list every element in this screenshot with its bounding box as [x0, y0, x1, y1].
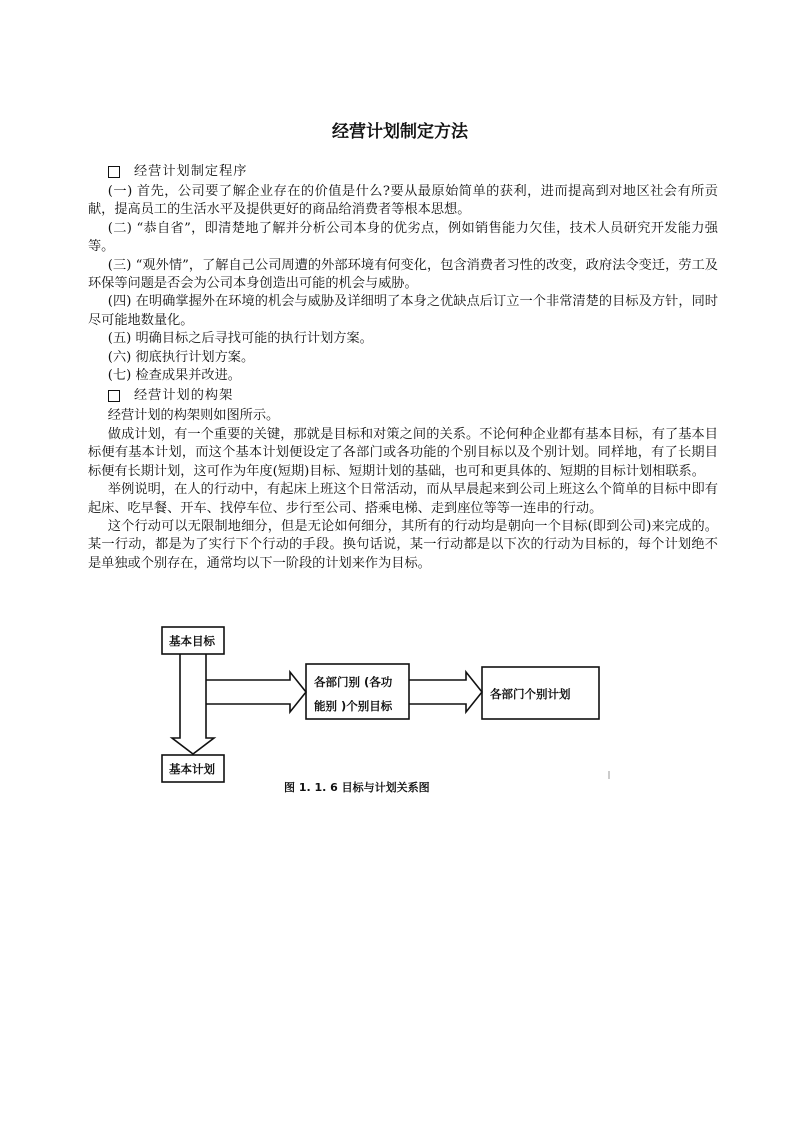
figure-caption: 图 1. 1. 6 目标与计划关系图 [284, 781, 430, 794]
list-item: (七) 检查成果并改进。 [107, 368, 241, 384]
basic-plan-box [162, 755, 224, 782]
dept-goal-box [306, 664, 409, 719]
paragraph: 这个行动可以无限制地细分，但是无论如何细分，其所有的行动均是朝向一个目标(即到公司)来完成的。某一行动，都是为了实行下个行动的手段。换句话说，某一行动都是以下次的行动为目标的，每个计划绝不是单独或个别存在，通常均以下一阶段的计划来作为目标。 [88, 518, 718, 571]
vertical-arrow [172, 654, 214, 754]
list-item: (一) 首先，公司要了解企业存在的价值是什么?要从最原始简单的获利，进而提高到对地区社会有所贡献，提高员工的生活水平及提供更好的商品给消费者等根本思想。 [88, 184, 718, 218]
dept-goal-label-line1: 各部门别 (各功 [314, 675, 393, 689]
horizontal-arrow-2 [409, 672, 482, 712]
list-item: (二) “恭自省”，即清楚地了解并分析公司本身的优劣点，例如销售能力欠佳，技术人员研究开发能力强等。 [88, 220, 718, 255]
paragraph: 经营计划的构架则如图所示。 [107, 408, 280, 424]
section-heading-framework [88, 386, 718, 406]
basic-goal-box [162, 627, 224, 654]
section-heading-text: 经营计划的构架 [134, 388, 234, 404]
horizontal-arrow-1 [206, 672, 306, 712]
dept-plan-label: 各部门个别计划 [490, 687, 571, 701]
basic-goal-label: 基本目标 [169, 634, 215, 648]
section-heading-text: 经营计划制定程序 [134, 163, 248, 179]
section-heading-procedure [88, 162, 718, 182]
checkbox-icon [108, 166, 120, 178]
checkbox-icon [108, 390, 120, 402]
basic-plan-label: 基本计划 [169, 762, 215, 776]
list-item: (五) 明确目标之后寻找可能的执行计划方案。 [107, 331, 373, 347]
list-item: (四) 在明确掌握外在环境的机会与威胁及详细明了本身之优缺点后订立一个非常清楚的目标及方针，同时尽可能地数量化。 [88, 294, 718, 328]
paragraph: 举例说明，在人的行动中，有起床上班这个日常活动，而从早晨起来到公司上班这么个简单的目标中即有起床、吃早餐、开车、找停车位、步行至公司、搭乘电梯、走到座位等等一连串的行动。 [88, 482, 718, 516]
list-item: (六) 彻底执行计划方案。 [107, 349, 255, 365]
dept-goal-label-line2: 能别 )个别目标 [314, 699, 393, 713]
dept-plan-box [482, 667, 599, 719]
list-item: (三) “观外情”，了解自己公司周遭的外部环境有何变化，包含消费者习性的改变，政府法令变迁，劳工及环保等问题是否会为公司本身创造出可能的机会与威胁。 [88, 257, 718, 292]
paragraph: 做成计划，有一个重要的关键，那就是目标和对策之间的关系。不论何种企业都有基本目标，有了基本目标便有基本计划，而这个基本计划便设定了各部门或各功能的个别目标以及个别计划。同样地，有了长期目标便有长期计划，这可作为年度(短期)目标、短期计划的基础，也可和更具体的、短期的目标计划相联系。 [88, 426, 718, 479]
document-body [88, 161, 718, 573]
page-title: 经营计划制定方法 [332, 122, 468, 142]
